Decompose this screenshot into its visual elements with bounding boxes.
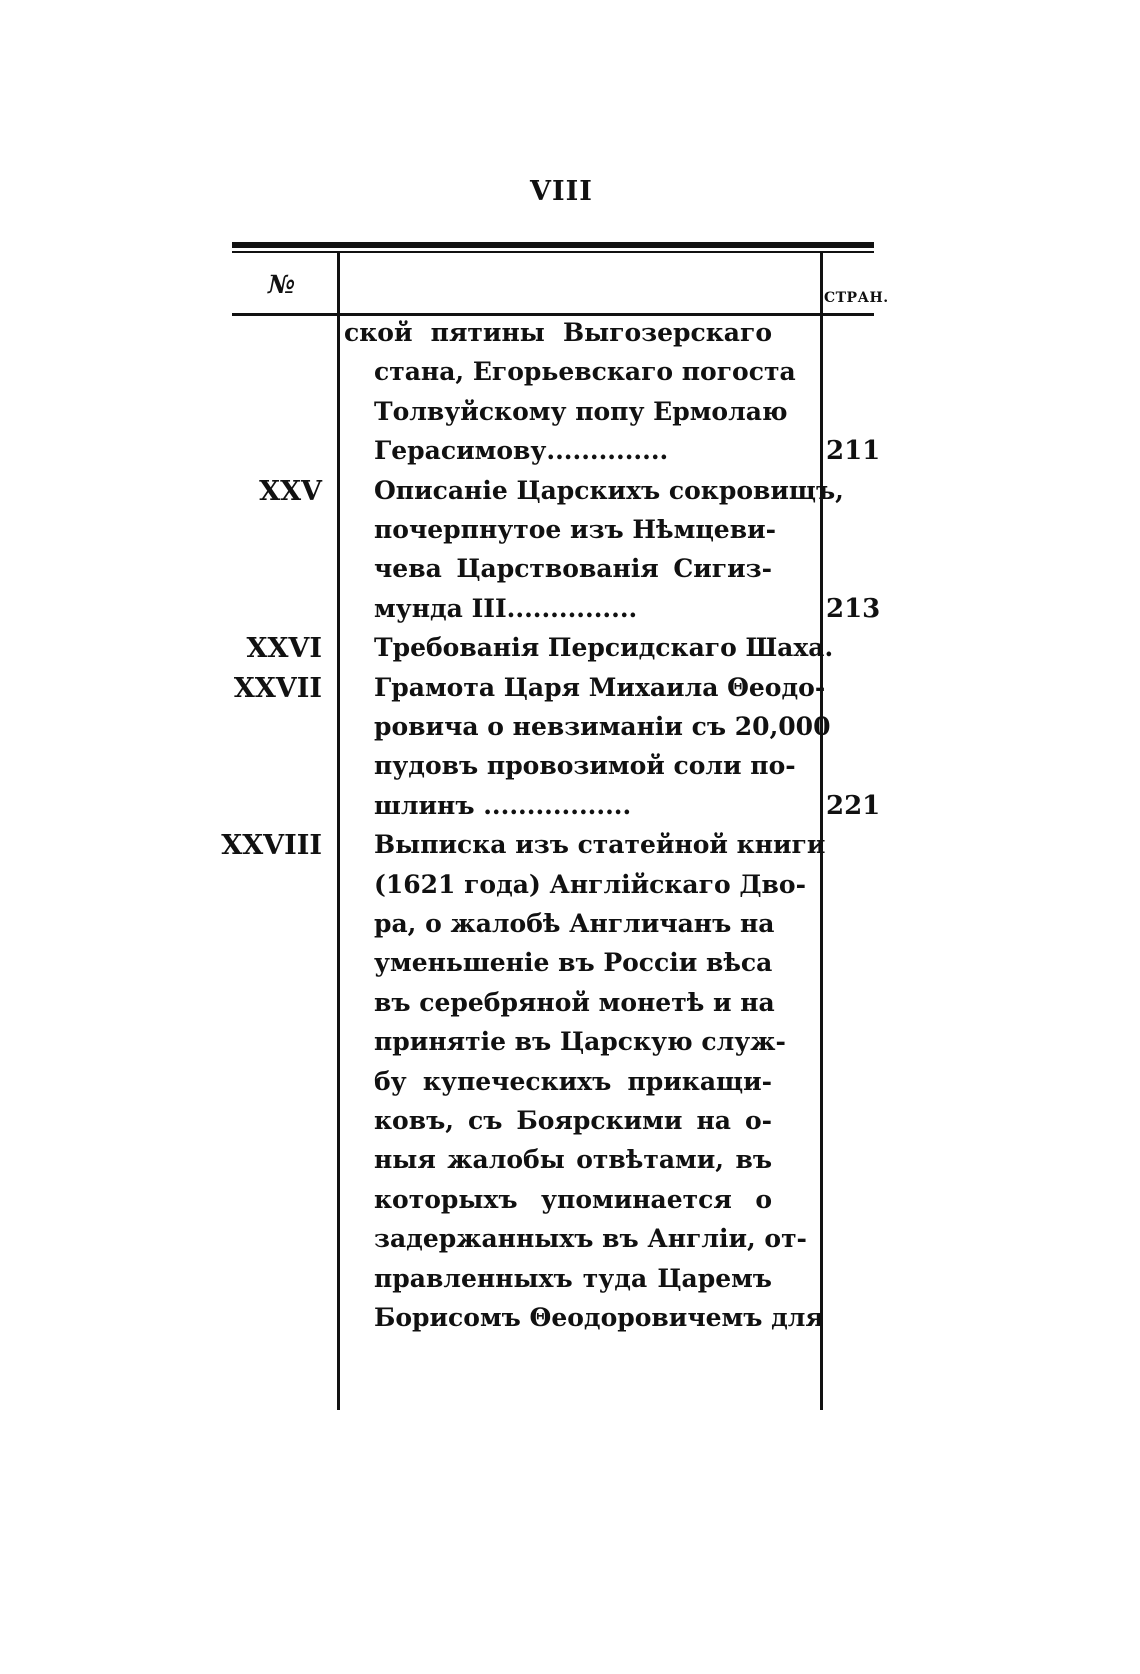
row-text: задержанныхъ въ Англіи, от- (374, 1224, 807, 1254)
row-text: ской пятины Выгозерскаго (344, 318, 772, 347)
table-row (0, 868, 1140, 910)
table-row (0, 1025, 1140, 1067)
row-text: принятіе въ Царскую служ- (374, 1027, 786, 1057)
table-row (0, 1262, 1140, 1304)
table-row (0, 395, 1140, 437)
row-text: мунда III............... (374, 593, 638, 623)
row-text: (1621 года) Англійскаго Дво- (374, 869, 806, 899)
row-text: уменьшеніе въ Россіи вѣса (374, 948, 773, 978)
table-row (0, 631, 1140, 673)
row-text: которыхъ упоминается о (374, 1184, 772, 1214)
table-row (0, 671, 1140, 713)
row-text: Описаніе Царскихъ сокровищъ, (374, 475, 844, 505)
table-row (0, 552, 1140, 594)
table-row (0, 710, 1140, 752)
table-rule-top-thick (232, 242, 874, 248)
row-text: въ серебряной монетѣ и на (374, 987, 775, 1017)
header-page-column: СТРАН. (824, 290, 889, 306)
row-text: почерпнутое изъ Нѣмцеви- (374, 515, 776, 544)
table-row (0, 1183, 1140, 1225)
table-row (0, 513, 1140, 555)
row-text: ра, о жалобѣ Англичанъ на (374, 909, 775, 938)
row-page: 221 (826, 790, 881, 821)
row-page: 211 (826, 436, 881, 467)
row-text: бу купеческихъ прикащи- (374, 1066, 772, 1096)
row-number: XXVI (246, 633, 322, 665)
row-text: шлинъ ................. (374, 790, 632, 820)
row-text: правленныхъ туда Царемъ (374, 1263, 772, 1293)
table-row (0, 316, 1140, 358)
table-row (0, 907, 1140, 949)
row-text: Толвуйскому попу Ермолаю (374, 396, 788, 426)
row-text: ныя жалобы отвѣтами, въ (374, 1145, 772, 1175)
row-text: Требованія Персидскаго Шаха. (374, 633, 834, 663)
table-row (0, 434, 1140, 476)
page-number: VIII (530, 176, 593, 207)
table-row (0, 1301, 1140, 1343)
table-row (0, 474, 1140, 516)
row-page: 213 (826, 593, 881, 624)
row-text: Герасимову.............. (374, 436, 669, 466)
table-row (0, 828, 1140, 870)
table-row (0, 789, 1140, 831)
table-row (0, 749, 1140, 791)
table-row (0, 946, 1140, 988)
table-row (0, 1104, 1140, 1146)
row-number: XXV (259, 475, 322, 507)
table-rule-top-thin (232, 251, 874, 253)
row-text: Борисомъ Θеодоровичемъ для (374, 1303, 824, 1332)
row-text: ковъ, съ Боярскими на о- (374, 1106, 772, 1135)
row-text: стана, Егорьевскаго погоста (374, 357, 796, 387)
table-row (0, 592, 1140, 634)
table-row (0, 355, 1140, 397)
row-text: пудовъ провозимой соли по- (374, 751, 796, 781)
row-text: Выписка изъ статейной книги (374, 830, 826, 860)
table-row (0, 1222, 1140, 1264)
table-row (0, 1065, 1140, 1107)
table-row (0, 986, 1140, 1028)
row-text: ровича о невзиманіи съ 20,000 (374, 712, 831, 741)
header-number-column: № (268, 270, 296, 299)
row-number: XXVII (233, 672, 322, 704)
row-text: Грамота Царя Михаила Θеодо- (374, 672, 826, 702)
row-number: XXVIII (221, 830, 322, 862)
table-row (0, 1143, 1140, 1185)
row-text: чева Царствованія Сигиз- (374, 554, 772, 584)
